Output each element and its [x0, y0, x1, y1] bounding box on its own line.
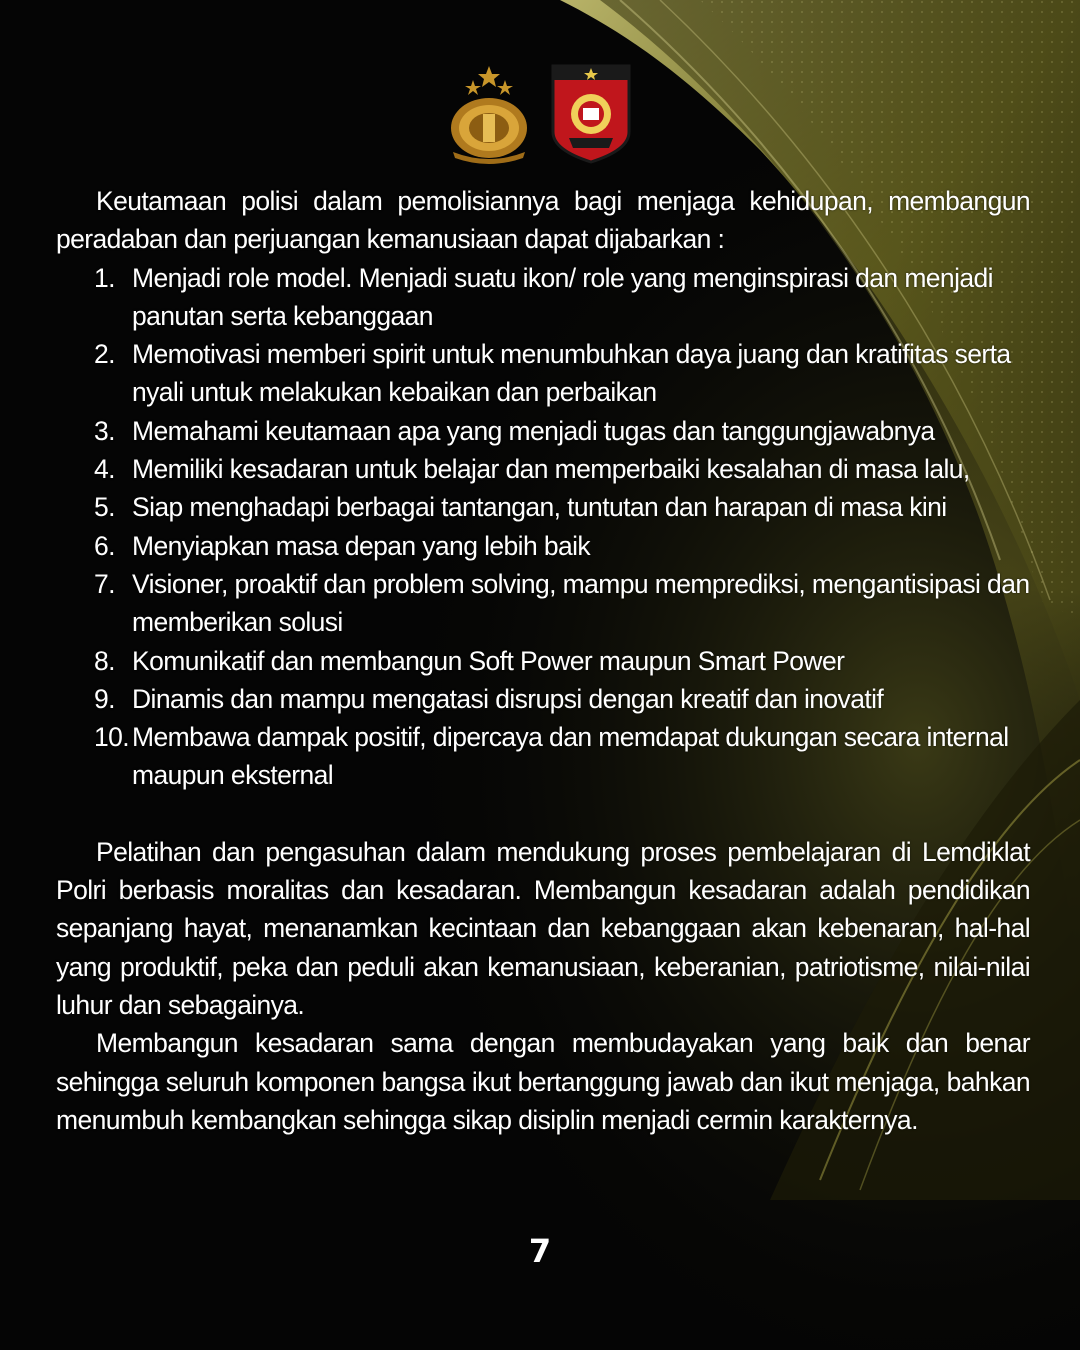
training-paragraph: Pelatihan dan pengasuhan dalam mendukung proses pembelajaran di Lemdiklat Polri berbasis moralitas dan kesadaran. Membangun kesadaran adalah pendidikan sepanjang hayat, menanamkan kecintaan dan kebanggaan akan kebenaran, hal-hal yang produktif, peka dan peduli akan kemanusiaan, keberanian, patriotisme, nilai-nilai luhur dan sebagainya. [56, 836, 1030, 1020]
intro-paragraph: Keutamaan polisi dalam pemolisiannya bagi menjaga kehidupan, membangun peradaban dan perjuangan kemanusiaan dapat dijabarkan : [56, 186, 1030, 255]
list-number: 6. [94, 530, 115, 561]
list-text: Memahami keutamaan apa yang menjadi tugas dan tanggungjawabnya [132, 415, 935, 446]
list-text: Menyiapkan masa depan yang lebih baik [132, 530, 591, 561]
page-number: 7 [528, 1232, 552, 1270]
list-number: 2. [94, 339, 115, 370]
list-number: 4. [94, 454, 115, 485]
list-text: Memiliki kesadaran untuk belajar dan memperbaiki kesalahan di masa lalu, [132, 454, 970, 485]
spacer [56, 795, 1030, 833]
list-item [56, 450, 1030, 488]
list-number: 5. [94, 492, 115, 523]
list-item [56, 718, 1030, 795]
list-text: Menjadi role model. Menjadi suatu ikon/ role yang menginspirasi dan menjadi panutan serta kebanggaan [132, 262, 993, 331]
list-text: Visioner, proaktif dan problem solving, mampu memprediksi, mengantisipasi dan memberikan solusi [132, 568, 1030, 638]
list-item [56, 527, 1030, 565]
awareness-paragraph: Membangun kesadaran sama dengan membudayakan yang baik dan benar sehingga seluruh komponen bangsa ikut bertanggung jawab dan ikut menjaga, bahkan menumbuh kembangkan sehingga sikap disiplin menjadi cermin karakternya. [56, 1028, 1030, 1135]
list-item [56, 335, 1030, 412]
list-text: Memotivasi memberi spirit untuk menumbuhkan daya juang dan kratifitas serta nyali untuk melakukan kebaikan dan perbaikan [132, 339, 1011, 408]
list-item [56, 488, 1030, 526]
list-item [56, 680, 1030, 718]
list-number: 3. [94, 415, 115, 446]
list-text: Membawa dampak positif, dipercaya dan memdapat dukungan secara internal maupun eksternal [132, 722, 1009, 791]
list-number: 10. [94, 722, 130, 753]
polri-tribrata-emblem-icon [443, 62, 535, 166]
list-text: Komunikatif dan membangun Soft Power maupun Smart Power [132, 645, 845, 676]
list-number: 9. [94, 683, 115, 714]
lemdiklat-shield-emblem-icon [545, 62, 637, 166]
list-item [56, 565, 1030, 642]
list-text: Dinamis dan mampu mengatasi disrupsi dengan kreatif dan inovatif [132, 683, 884, 714]
logo-bar [0, 62, 1080, 166]
list-item [56, 259, 1030, 336]
list-text: Siap menghadapi berbagai tantangan, tuntutan dan harapan di masa kini [132, 492, 947, 523]
list-number: 7. [94, 568, 115, 599]
list-item [56, 412, 1030, 450]
list-item [56, 642, 1030, 680]
document-body [56, 182, 1030, 1139]
virtues-list [56, 259, 1030, 795]
list-number: 8. [94, 645, 115, 676]
list-number: 1. [94, 262, 115, 293]
